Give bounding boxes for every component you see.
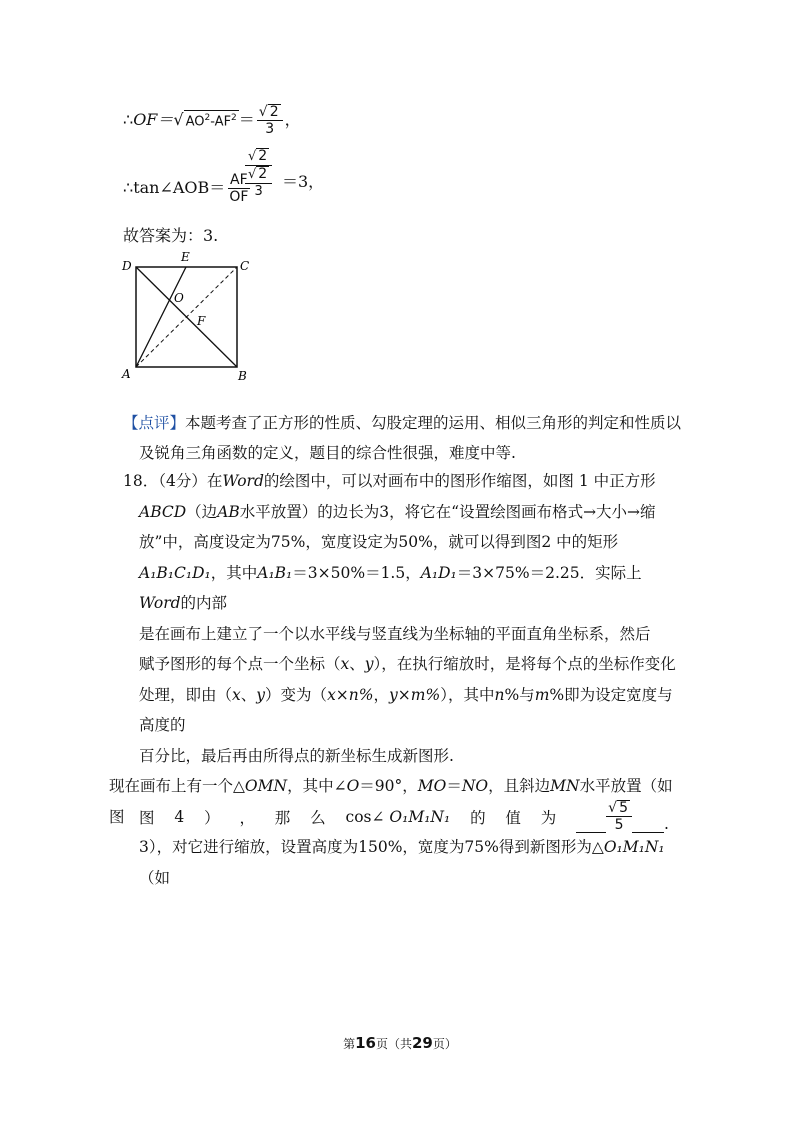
- q18-line-2: ABCD（边AB水平放置）的边长为3，将它在“设置绘图画布格式→大小→缩: [139, 502, 656, 521]
- tan-equation: ∴tan∠AOB＝ $\frac{AF}{OF}$: [123, 172, 249, 205]
- q18-line-7: 处理，即由（x、y）变为（x×n%，y×m%），其中n%与m%即为设定宽度与高度的: [139, 685, 673, 734]
- page-footer: 第16页（共29页）: [343, 1034, 457, 1052]
- q18-line-1: 18．（4分）在Word的绘图中，可以对画布中的图形作缩图，如图 1 中正方形: [123, 472, 656, 490]
- q18-line-5: 是在画布上建立了一个以水平线与竖直线为坐标轴的平面直角坐标系，然后: [139, 624, 651, 643]
- q18-line-4: A₁B₁C₁D₁，其中A₁B₁＝3×50%＝1.5，A₁D₁＝3×75%＝2.25．实际上Word的内部: [139, 563, 642, 612]
- of-equation: ∴OF＝√ $AO^2-AF^2$ ＝ $\frac{√ 2}{3}$ ，: [123, 104, 301, 137]
- compound-fraction: √ 2 √ 2 3: [245, 148, 272, 200]
- q18-line-3: 放”中，高度设定为75%，宽度设定为50%，就可以得到图2 中的矩形: [139, 533, 619, 551]
- segment-ae: [136, 267, 186, 367]
- label-b: B: [238, 369, 247, 383]
- sqrt2-over-3-fraction: $\frac{√ 2}{3}$: [257, 104, 283, 137]
- q18-line-8: 百分比，最后再由所得点的新坐标生成新图形.: [139, 746, 454, 765]
- tan-lhs: tan∠AOB＝: [133, 178, 226, 197]
- of-radicand: $AO^2-AF^2$: [184, 110, 239, 129]
- comment-tag: 【点评】: [123, 414, 186, 432]
- answer-line: 故答案为：3.: [123, 226, 219, 245]
- therefore-symbol: ∴: [123, 110, 134, 129]
- label-o: O: [174, 291, 184, 305]
- label-d: D: [122, 259, 132, 273]
- of-lhs: OF＝: [133, 110, 174, 129]
- q18-line-6: 赋予图形的每个点一个坐标（x、y），在执行缩放时，是将每个点的坐标作变化: [139, 655, 676, 673]
- label-f: F: [197, 314, 206, 328]
- tan-result: ＝3，: [282, 172, 325, 191]
- q18-para2-line-1: 现在画布上有一个△OMN，其中∠O＝90°，MO＝NO，且斜边MN水平放置（如图: [109, 777, 673, 826]
- label-c: C: [240, 259, 250, 273]
- af-over-of-fraction: $\frac{AF}{OF}$: [229, 172, 249, 205]
- label-e: E: [181, 250, 190, 264]
- answer-fraction: $\frac{√ 5}{5}$: [606, 800, 632, 833]
- radical-sign: √: [173, 110, 184, 129]
- page-number: 16: [355, 1034, 376, 1052]
- label-a: A: [122, 367, 131, 381]
- square-figure: [115, 250, 255, 385]
- q18-para2-line-2: 3），对它进行缩放，设置高度为150%，宽度为75%得到新图形为△O₁M₁N₁（如: [139, 838, 665, 887]
- q18-final-line: 图 4 ） ， 那 么 cos∠ O₁M₁N₁ 的 值 为 $\frac{√ 5}{5}$ .: [139, 800, 669, 833]
- page-total: 29: [412, 1034, 433, 1052]
- comment-block: 【点评】本题考查了正方形的性质、勾股定理的运用、相似三角形的判定和性质以 及锐角三角函数的定义，题目的综合性很强，难度中等.: [123, 414, 682, 462]
- answer-blank: $\frac{√ 5}{5}$ .: [576, 800, 669, 833]
